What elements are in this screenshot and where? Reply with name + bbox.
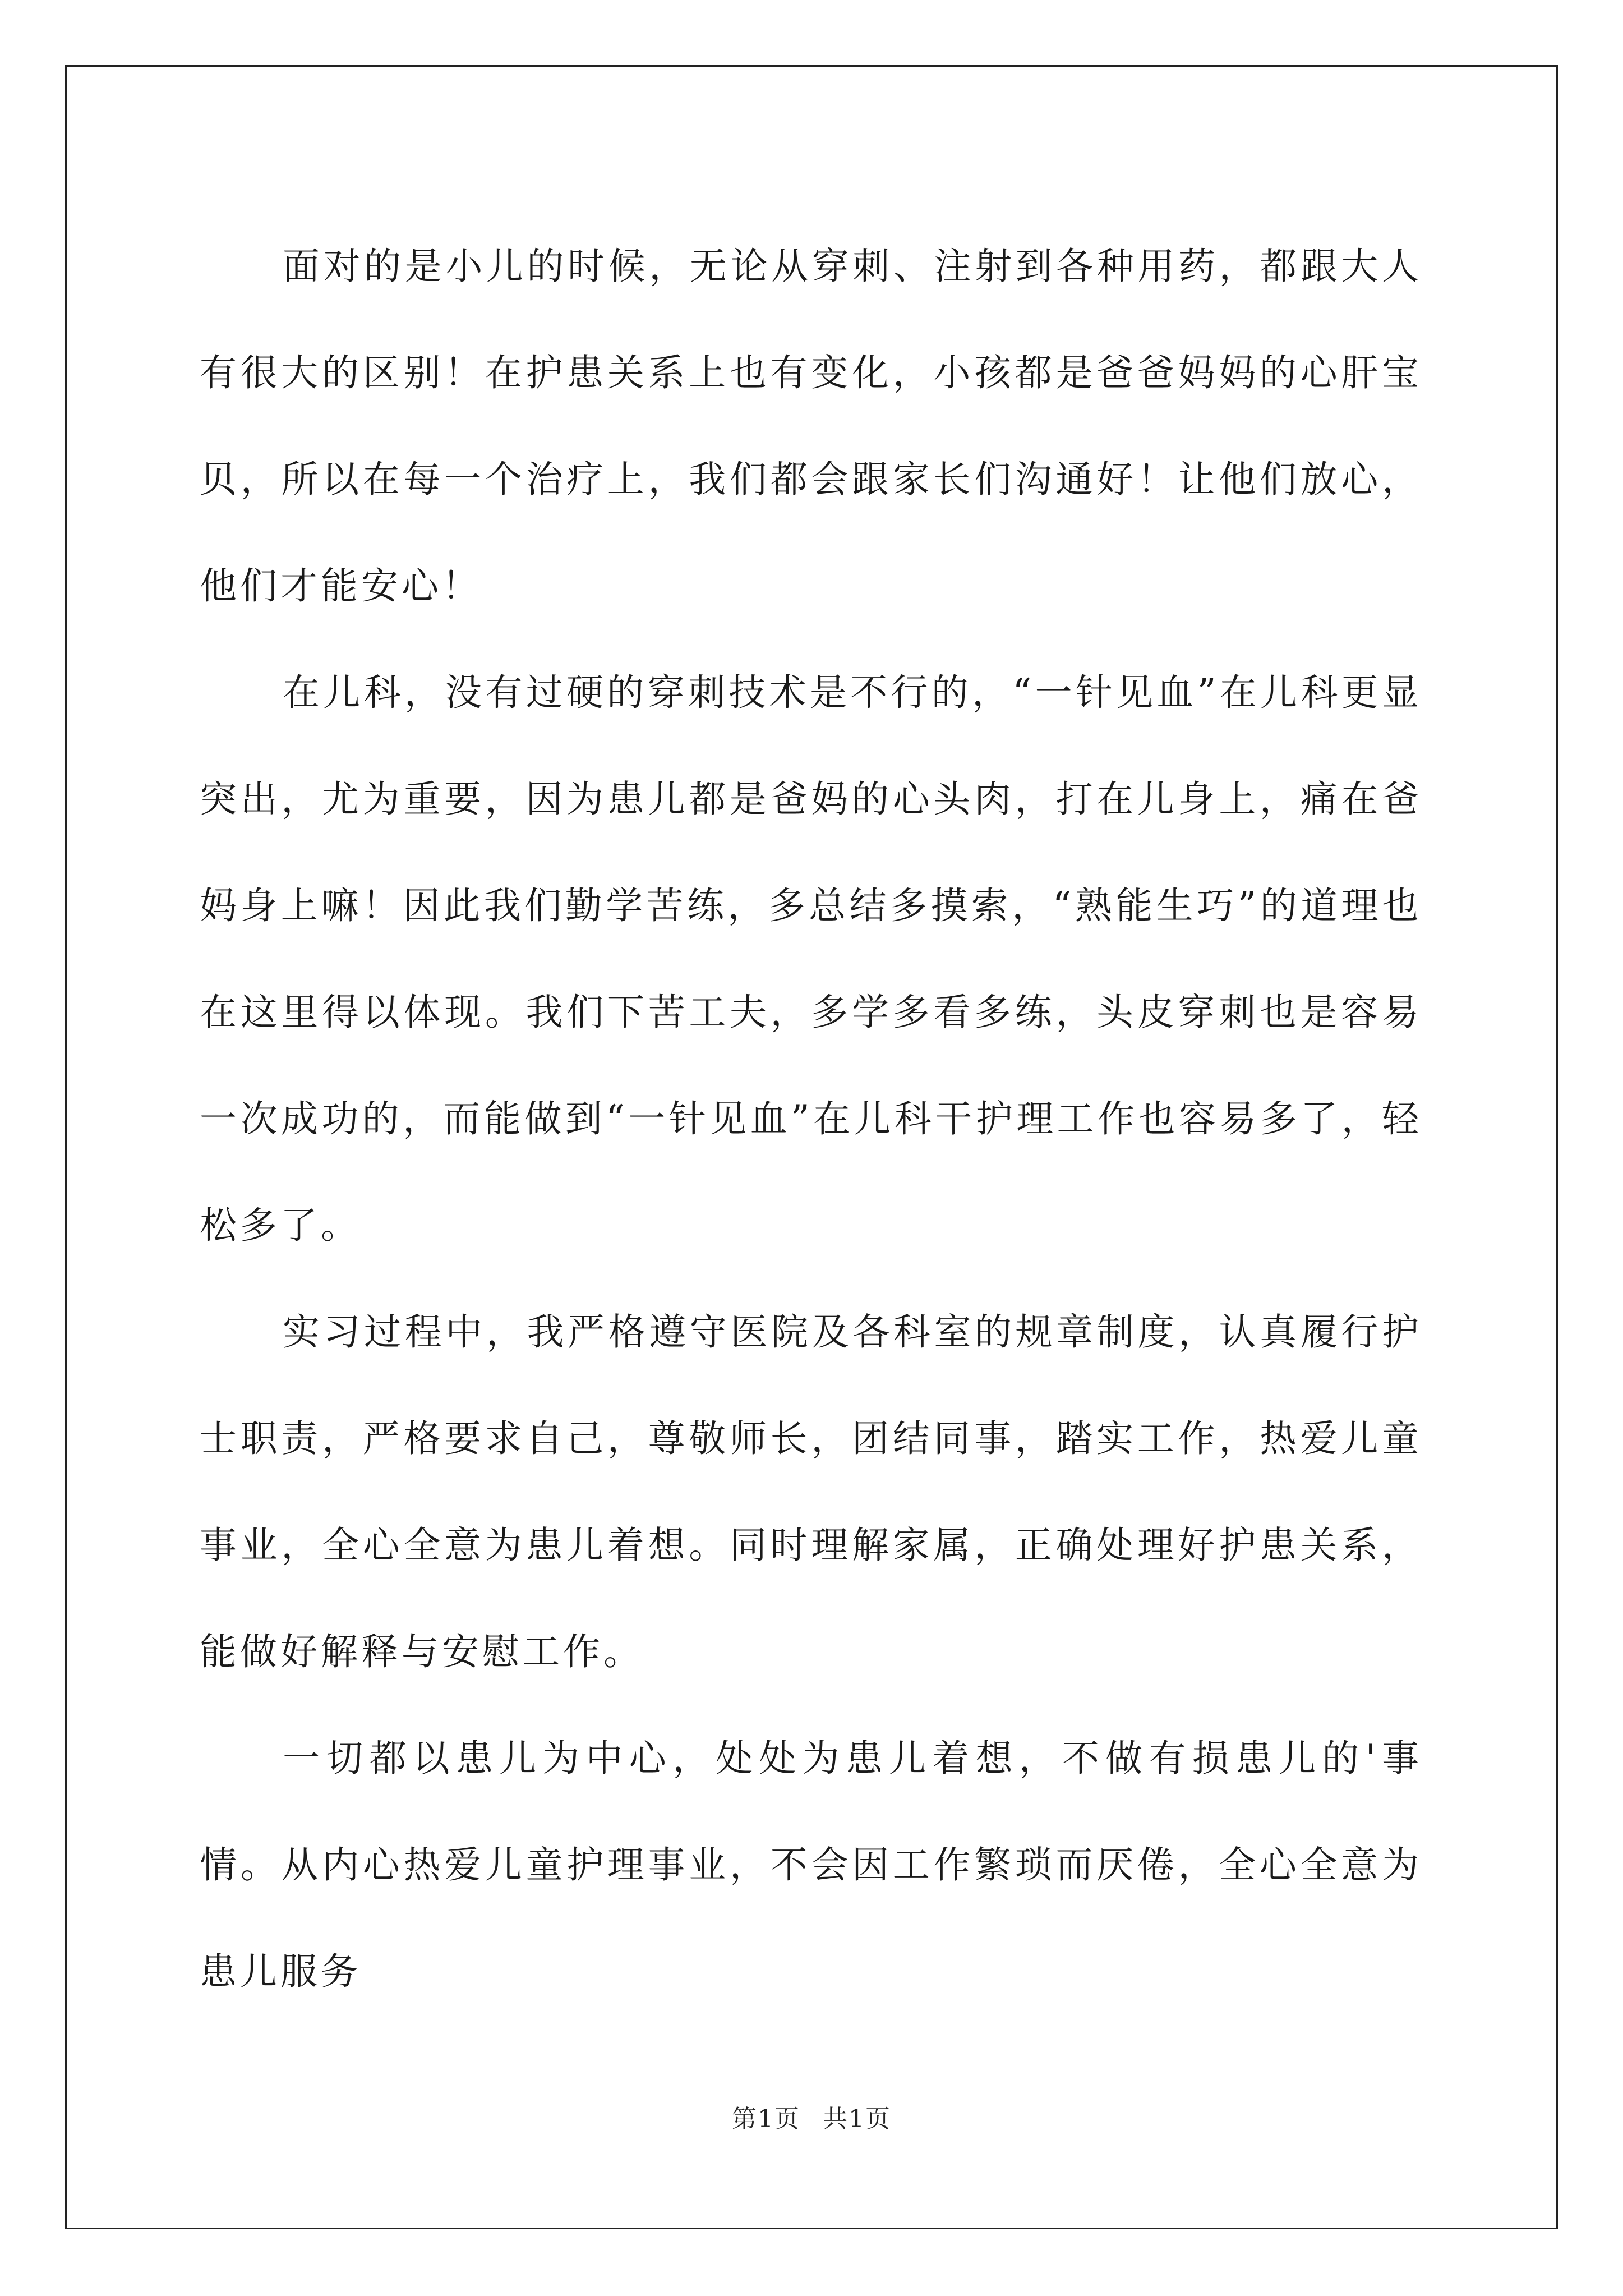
page-footer xyxy=(0,2102,1623,2136)
paragraph-1: 面对的是小儿的时候，无论从穿刺、注射到各种用药，都跟大人有很大的区别！在护患关系上也有变化，小孩都是爸爸妈妈的心肝宝贝，所以在每一个治疗上，我们都会跟家长们沟通好！让他们放心，他们才能安心！ xyxy=(200,245,1422,608)
page-number: 第1页 xyxy=(732,2105,800,2133)
paragraph-4: 一切都以患儿为中心，处处为患儿着想，不做有损患儿的'事情。从内心热爱儿童护理事业，不会因工作繁琐而厌倦，全心全意为患儿服务 xyxy=(200,1737,1422,1993)
paragraph-2: 在儿科，没有过硬的穿刺技术是不行的，“一针见血”在儿科更显突出，尤为重要，因为患儿都是爸妈的心头肉，打在儿身上，痛在爸妈身上嘛！因此我们勤学苦练，多总结多摸索，“熟能生巧”的道理也在这里得以体现。我们下苦工夫，多学多看多练，头皮穿刺也是容易一次成功的，而能做到“一针见血”在儿科干护理工作也容易多了，轻松多了。 xyxy=(200,671,1422,1247)
document-body xyxy=(200,213,1422,2025)
paragraph-3: 实习过程中，我严格遵守医院及各科室的规章制度，认真履行护士职责，严格要求自己，尊敬师长，团结同事，踏实工作，热爱儿童事业，全心全意为患儿着想。同时理解家属，正确处理好护患关系，能做好解释与安慰工作。 xyxy=(200,1310,1422,1673)
page-total: 共1页 xyxy=(823,2105,891,2133)
